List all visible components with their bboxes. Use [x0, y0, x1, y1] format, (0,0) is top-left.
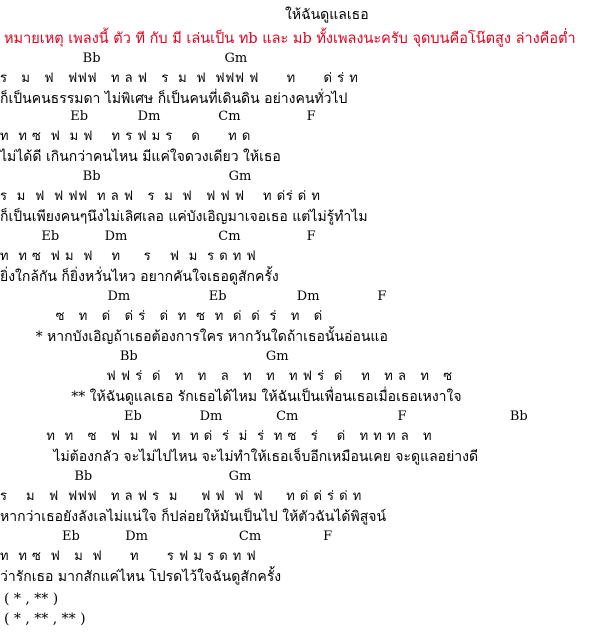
lyric-line: ยิ่งใกล้กัน ก็ยิ่งหวั่นไหว อยากคันใจเธอดูสักครั้ง [0, 269, 279, 285]
chord-line: Eb Dm Cm F [0, 109, 316, 124]
chord-line: Eb Dm Cm F [0, 229, 316, 244]
solfa-line: ท ท ซ ฟ ม ฟ ท ร ฟ ม ร ด ท ด [0, 129, 251, 144]
repeat-marker: ( * , ** ) [4, 591, 59, 607]
lyric-line: หากว่าเธอยังลังเลไม่แน่ใจ ก็ปล่อยให้มันเป็นไป ให้ตัวฉันได้พิสูจน์ [0, 509, 387, 525]
lyric-line: * หากบังเอิญถ้าเธอต้องการใคร หากวันใดถ้าเธอนั้นอ่อนแอ [0, 329, 388, 345]
chord-line: Dm Eb Dm F [0, 289, 387, 304]
song-title: ให้ฉันดูแลเธอ [285, 7, 369, 23]
solfa-line: ร ม ฟ ฟ ฟฟ ท ล ฟ ร ม ฟ ฟ ฟ ฟ ท ด่ร่ ด่ ท [0, 189, 321, 204]
lyric-line: ก็เป็นเพียงคนๆนึงไม่เลิศเลอ แค่บังเอิญมาเจอเธอ แต่ไม่รู้ทำไม [0, 209, 368, 225]
solfa-line: ร ม ฟ ฟฟฟ ท ล ฟ ร ม ฟ ฟฟฟ ฟ ท ด่ ร่ ท [0, 71, 359, 86]
song-note: หมายเหตุ เพลงนี้ ตัว ที กับ มี เล่นเป็น ทb และ มb ทั้งเพลงนะครับ จุดบนคือโน๊ตสูง ล่างคือต่ำ [4, 31, 576, 47]
chord-line: Bb Gm [0, 349, 289, 364]
chord-line: Bb Gm [0, 51, 248, 66]
chord-line: Eb Dm Cm F Bb [0, 409, 528, 424]
solfa-line: ร ม ฟ ฟฟฟ ท ล ฟ ร ม ฟ ฟ ฟ ฟ ท ด่ ด่ ร่ ด่ ท [0, 489, 362, 504]
repeat-marker: ( * , ** , ** ) [4, 611, 86, 627]
chord-line: Bb Gm [0, 469, 252, 484]
lyric-line: ** ให้ฉันดูแลเธอ รักเธอได้ไหม ให้ฉันเป็นเพื่อนเธอเมื่อเธอเหงาใจ [0, 389, 462, 405]
lyric-line: ก็เป็นคนธรรมดา ไม่พิเศษ ก็เป็นคนที่เดินดิน อย่างคนทั่วไป [0, 91, 348, 107]
chord-line: Bb Gm [0, 169, 252, 184]
solfa-line: ท ท ซ ฟ ม ฟ ท ร ฟ ม ร ด ท ฟ [0, 549, 257, 564]
chord-line: Eb Dm Cm F [0, 529, 333, 544]
lyric-line: ไม่ต้องกลัว จะไม่ไปไหน จะไม่ทำให้เธอเจ็บอีกเหมือนเคย จะดูแลอย่างดี [0, 449, 479, 465]
solfa-line: ท ท ซ ฟ ม ฟ ท ท ด่ ร่ ม่ ร่ ท ซ ร่ ด่ ท ท ท ล ท [0, 429, 433, 444]
solfa-line: ซ ท ด่ ด่ ร่ ด่ ท ซ ท ด่ ด่ ร่ ท ด่ [0, 309, 323, 324]
solfa-line: ท ท ซ ฟ ม ฟ ท ร ฟ ม ร ด ท ฟ [0, 249, 257, 264]
lyric-line: ไม่ได้ดี เกินกว่าคนไหน มีแค่ใจดวงเดียว ให้เธอ [0, 149, 281, 165]
lyric-line: ว่ารักเธอ มากสักแค่ไหน โปรดไว้ใจฉันดูสักครั้ง [0, 569, 282, 585]
solfa-line: ฟ ฟ ร่ ด่ ท ท ล ท ท ท ฟ ร่ ด่ ท ท ล ท ซ [0, 369, 453, 384]
